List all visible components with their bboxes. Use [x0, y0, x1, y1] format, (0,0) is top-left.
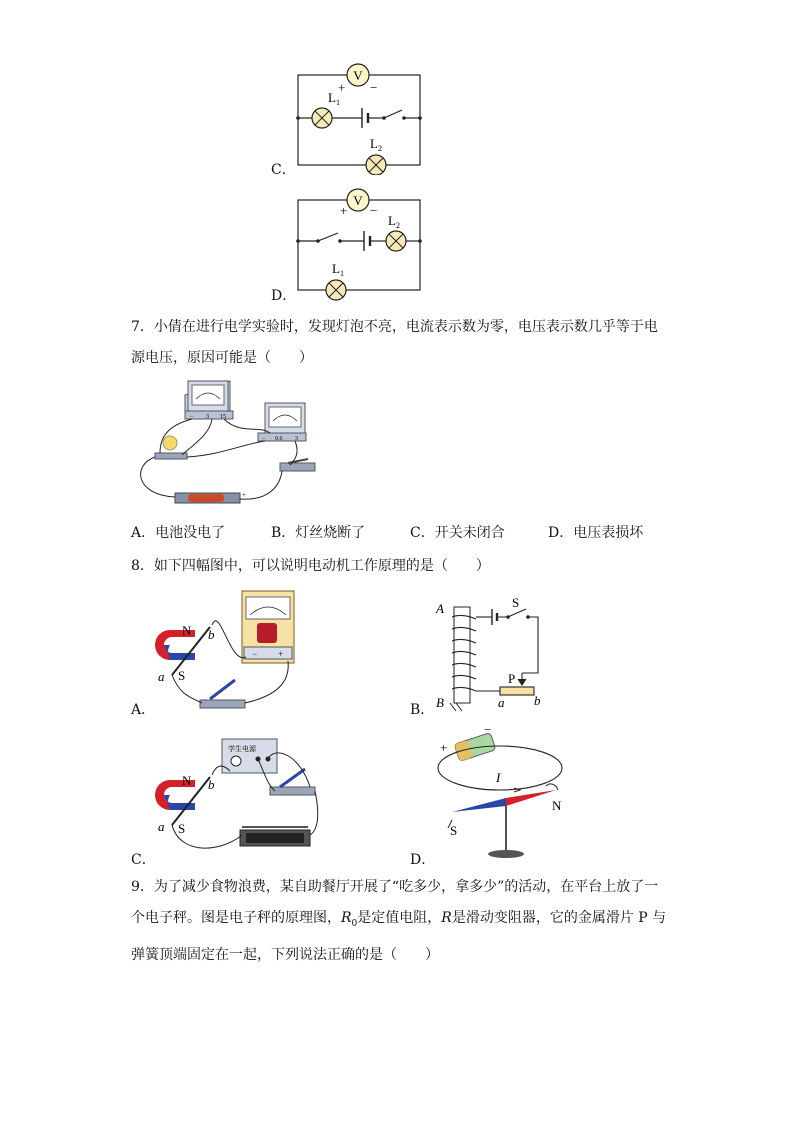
switch-icon [280, 459, 315, 471]
galvanometer-device [242, 591, 294, 663]
svg-text:b: b [208, 627, 215, 642]
svg-text:S: S [450, 823, 458, 838]
svg-text:B: B [436, 695, 444, 710]
svg-text:3: 3 [206, 414, 209, 420]
svg-text:b: b [208, 777, 215, 792]
question-7-figure [130, 375, 330, 510]
power-supply-device [222, 739, 277, 773]
q8-option-a[interactable]: A． [131, 702, 156, 718]
svg-text:−: − [262, 436, 266, 442]
svg-text:L2: $L_2$ [388, 213, 400, 230]
lamp-l1-d [326, 280, 346, 300]
svg-text:V: V [353, 193, 363, 208]
svg-text:−: − [252, 649, 258, 659]
switch-d [316, 239, 320, 243]
battery-pack-icon [175, 491, 246, 503]
voltmeter-device [185, 381, 233, 420]
question-8-stem: 8．如下四幅图中，可以说明电动机工作原理的是（ ） [131, 558, 490, 574]
svg-text:+: + [340, 203, 348, 218]
electromagnet-coil [450, 607, 476, 711]
svg-text:L1: $L_1$ [332, 261, 344, 278]
bulb-icon [155, 436, 187, 459]
q8-figure-c [150, 735, 320, 865]
svg-text:a: a [498, 695, 505, 710]
q7-option-b[interactable]: B．灯丝烧断了 [271, 525, 366, 541]
svg-text:S: S [178, 668, 186, 683]
svg-text:a: a [158, 669, 165, 684]
q8-option-c[interactable]: C． [131, 852, 156, 868]
q7-option-a[interactable]: A．电池没电了 [131, 525, 226, 541]
circuit-diagram-d [290, 185, 430, 303]
svg-text:a: a [158, 819, 165, 834]
question-7-stem: 7．小倩在进行电学实验时，发现灯泡不亮，电流表示数为零，电压表示数几乎等于电 源电压，原因可能是（ ） [131, 319, 658, 366]
voltmeter-minus-c: − [370, 80, 378, 95]
svg-text:L1: $L_1$ [328, 90, 340, 107]
svg-text:P: P [508, 671, 516, 686]
svg-text:3: 3 [295, 436, 298, 442]
q8-option-b[interactable]: B． [410, 702, 435, 718]
lamp-l1-c [312, 108, 332, 128]
svg-text:15: 15 [220, 414, 226, 420]
compass-needle-icon [452, 790, 556, 858]
svg-text:学生电源: 学生电源 [228, 745, 256, 753]
ammeter-device [258, 403, 306, 442]
q8-figure-a [150, 585, 300, 715]
svg-text:L2: $L_2$ [370, 136, 382, 153]
svg-text:+: + [440, 740, 448, 755]
q7-option-c[interactable]: C．开关未闭合 [410, 525, 505, 541]
switch-c [382, 116, 386, 120]
rheostat-device [240, 827, 310, 846]
question-9-stem: 9．为了减少食物浪费，某自助餐厅开展了“吃多少，拿多少”的活动，在平台上放了一 个电子秤。图是电子秤的原理图，$R_0$是定值电阻，R是滑动变阻器，它的金属滑片 P 与 弹簧顶端固定在一起，下列说法正确的是（ ） [131, 879, 667, 963]
svg-text:A: A [436, 601, 444, 616]
option-d-label: D． [271, 288, 297, 304]
svg-text:+: + [242, 491, 246, 499]
q8-figure-d [430, 720, 570, 865]
lamp-l2-d [386, 231, 406, 251]
svg-text:S: S [512, 595, 520, 610]
svg-text:N: N [182, 773, 192, 788]
svg-text:N: N [182, 623, 192, 638]
svg-text:b: b [534, 693, 541, 708]
circuit-diagram-c [290, 60, 430, 175]
q8-figure-b [430, 595, 560, 720]
svg-text:−: − [190, 414, 194, 420]
lamp-l2-c [366, 155, 386, 175]
svg-text:I: I [496, 770, 501, 785]
svg-text:−: − [484, 722, 492, 737]
svg-text:V: V [353, 68, 363, 83]
svg-text:+: + [278, 649, 284, 659]
option-c-label: C． [271, 162, 296, 178]
voltmeter-d [347, 189, 369, 211]
svg-text:N: N [552, 798, 562, 813]
svg-text:S: S [178, 821, 186, 836]
q8-option-d[interactable]: D． [410, 852, 436, 868]
voltmeter-plus-c: + [338, 80, 346, 95]
q7-option-d[interactable]: D．电压表损坏 [548, 525, 644, 541]
switch-icon [200, 680, 245, 708]
svg-text:−: − [370, 203, 378, 218]
battery-d [364, 231, 370, 251]
voltmeter-c [347, 64, 369, 86]
svg-text:0.6: 0.6 [275, 436, 283, 442]
